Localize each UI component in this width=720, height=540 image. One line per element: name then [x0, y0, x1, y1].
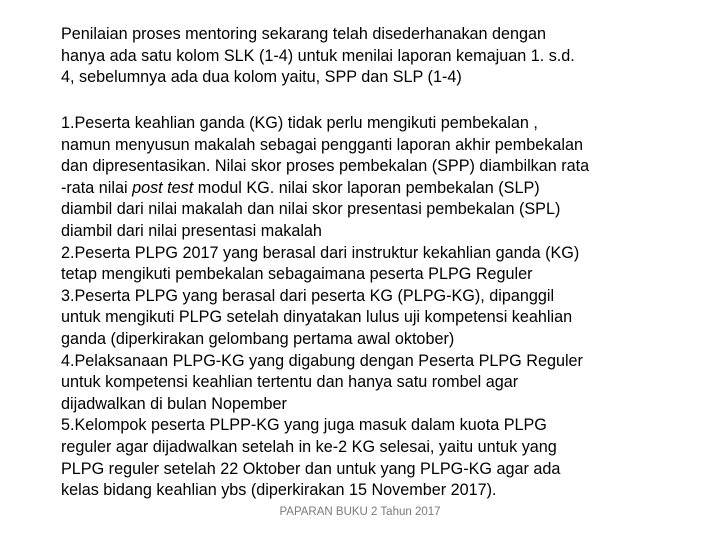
point-5-line: 5.Kelompok peserta PLPP-KG yang juga masuk dalam kuota PLPG — [61, 416, 547, 435]
point-1-line: 1.Peserta keahlian ganda (KG) tidak perlu mengikuti pembekalan , — [61, 114, 538, 132]
point-1-line: dan dipresentasikan. Nilai skor proses pembekalan (SPP) diambilkan rata — [61, 157, 590, 176]
point-2-line: 2.Peserta PLPG 2017 yang berasal dari instruktur kekahlian ganda (KG) — [61, 243, 580, 262]
point-1-line — [61, 178, 661, 200]
point-5-line: PLPG reguler setelah 22 Oktober dan untuk yang PLPG-KG agar ada — [61, 459, 561, 478]
intro-line: Penilaian proses mentoring sekarang telah disederhanakan dengan — [61, 25, 547, 43]
slide-footer: PAPARAN BUKU 2 Tahun 2017 — [279, 506, 441, 518]
point-3-line: 3.Peserta PLPG yang berasal dari peserta KG (PLPG-KG), dipanggil — [61, 286, 555, 305]
point-5-line: reguler agar dijadwalkan setelah in ke-2 KG selesai, yaitu untuk yang — [61, 437, 557, 456]
point-4-line: dijadwalkan di bulan Nopember — [61, 394, 287, 413]
point-5-line: kelas bidang keahlian ybs (diperkirakan 15 November 2017). — [61, 481, 497, 500]
point-1-line: diambil dari nilai makalah dan nilai skor presentasi pembekalan (SPL) — [61, 200, 561, 219]
point-4-line: untuk kompetensi keahlian tertentu dan hanya satu rombel agar — [61, 373, 519, 392]
point-1-line: diambil dari nilai presentasi makalah — [61, 221, 322, 240]
numbered-points — [61, 113, 661, 502]
point-1-line: namun menyusun makalah sebagai pengganti laporan akhir pembekalan — [61, 135, 583, 154]
point-1-text: modul KG. nilai skor laporan pembekalan (SLP) — [193, 178, 540, 197]
point-2-line: tetap mengikuti pembekalan sebagaimana peserta PLPG Reguler — [61, 265, 533, 284]
intro-line: 4, sebelumnya ada dua kolom yaitu, SPP dan SLP (1-4) — [61, 68, 462, 87]
point-1-text: -rata nilai — [61, 178, 133, 197]
point-3-line: ganda (diperkirakan gelombang pertama awal oktober) — [61, 329, 455, 348]
intro-line: hanya ada satu kolom SLK (1-4) untuk menilai laporan kemajuan 1. s.d. — [61, 46, 575, 65]
point-4-line: 4.Pelaksanaan PLPG-KG yang digabung dengan Peserta PLPG Reguler — [61, 351, 583, 370]
intro-paragraph — [61, 24, 661, 89]
point-3-line: untuk mengikuti PLPG setelah dinyatakan lulus uji kompetensi keahlian — [61, 308, 573, 327]
post-test-emphasis: post test — [132, 178, 194, 197]
